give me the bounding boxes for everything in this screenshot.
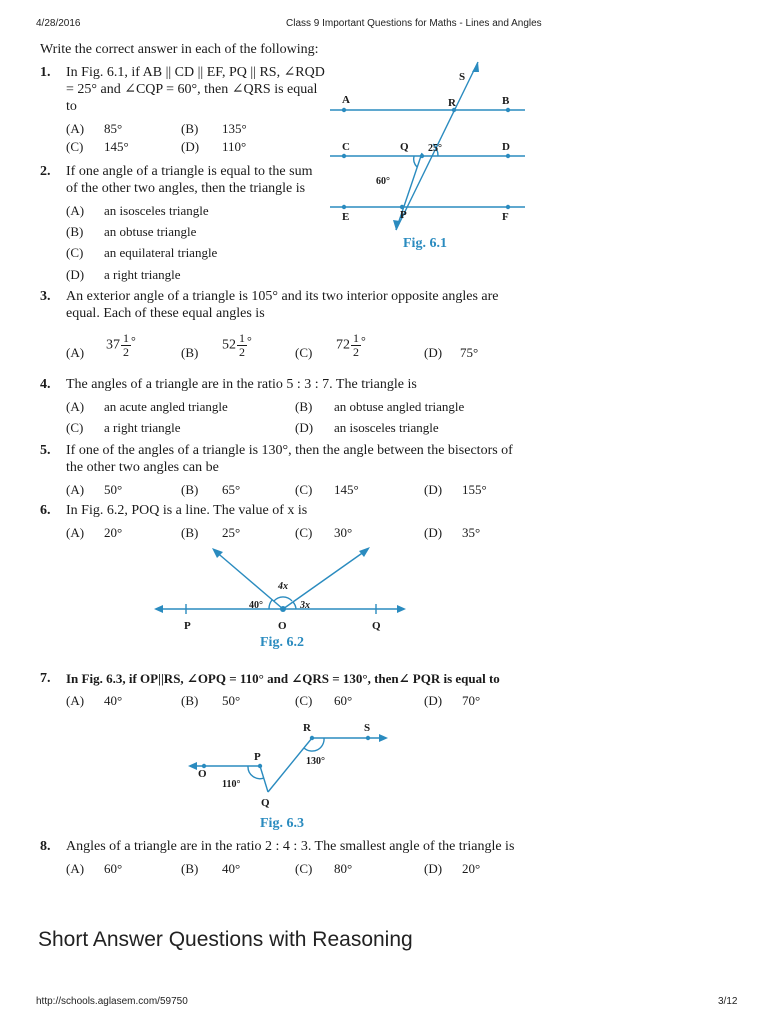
q3-opt-b: 52 $\frac{1}{2}$ °: [222, 331, 252, 359]
q2-opt-d: a right triangle: [104, 267, 181, 282]
q7-opt-b-tag: (B): [181, 693, 199, 708]
q6-opt-d-tag: (D): [424, 525, 443, 540]
q6-opt-b: 25°: [222, 525, 241, 540]
q3-opt-c: 72 $\frac{1}{2}$ °: [336, 331, 366, 359]
print-date: 4/28/2016: [36, 18, 81, 29]
q4-opt-d-tag: (D): [295, 420, 314, 435]
fig63-caption: Fig. 6.3: [260, 816, 304, 831]
q1-line3: to: [66, 99, 77, 114]
q1-opt-a-tag: (A): [66, 121, 85, 136]
q4-opt-a-tag: (A): [66, 399, 85, 414]
q8-opt-d-tag: (D): [424, 861, 443, 876]
fig61-angle-60: 60°: [376, 176, 390, 187]
fig62-angle-40: 40°: [249, 600, 263, 611]
q2-line1: If one angle of a triangle is equal to the sum: [66, 164, 313, 179]
q8-opt-a-tag: (A): [66, 861, 85, 876]
q2-opt-b-tag: (B): [66, 224, 84, 239]
fig61-label-a: A: [342, 94, 350, 106]
q8-opt-c: 80°: [334, 861, 353, 876]
fig62-label-q: Q: [372, 620, 381, 632]
q5-opt-b-tag: (B): [181, 482, 199, 497]
q8-opt-d: 20°: [462, 861, 481, 876]
q7-opt-b: 50°: [222, 693, 241, 708]
q3-opt-a-tag: (A): [66, 345, 85, 360]
q1-number: 1.: [40, 65, 51, 80]
q2-opt-a-tag: (A): [66, 203, 85, 218]
fig63-label-s: S: [364, 722, 371, 734]
q8-opt-a: 60°: [104, 861, 123, 876]
fig63-label-q: Q: [261, 797, 270, 809]
q7-opt-a-tag: (A): [66, 693, 85, 708]
q7-opt-c: 60°: [334, 693, 353, 708]
fig61-caption: Fig. 6.1: [403, 236, 447, 251]
footer-url[interactable]: http://schools.aglasem.com/59750: [36, 996, 188, 1007]
q6-opt-a-tag: (A): [66, 525, 85, 540]
fig63-angle-130: 130°: [306, 756, 325, 767]
q3-opt-b-tag: (B): [181, 345, 199, 360]
fig63-label-o: O: [198, 768, 207, 780]
q3-number: 3.: [40, 289, 51, 304]
q3-line1: An exterior angle of a triangle is 105° and its two interior opposite angles are: [66, 289, 499, 304]
print-title: Class 9 Important Questions for Maths - Lines and Angles: [286, 18, 542, 29]
fig61-label-r: R: [448, 97, 456, 109]
q4-number: 4.: [40, 377, 51, 392]
fig62-angle-4x: 4x: [278, 581, 288, 592]
fig61-label-e: E: [342, 211, 350, 223]
q1-opt-b-tag: (B): [181, 121, 199, 136]
q2-opt-a: an isosceles triangle: [104, 203, 209, 218]
q2-opt-d-tag: (D): [66, 267, 85, 282]
fig62-label-p: P: [184, 620, 191, 632]
fig61-angle-25: 25°: [428, 143, 442, 154]
q6-number: 6.: [40, 503, 51, 518]
section-heading: Short Answer Questions with Reasoning: [38, 928, 413, 951]
q7-number: 7.: [40, 671, 51, 686]
q4-opt-b: an obtuse angled triangle: [334, 399, 465, 414]
fig61-label-p: P: [400, 209, 407, 221]
q2-number: 2.: [40, 164, 51, 179]
fig62-caption: Fig. 6.2: [260, 635, 304, 650]
fig61-label-b: B: [502, 95, 510, 107]
page-number: 3/12: [718, 996, 738, 1007]
q5-line1: If one of the angles of a triangle is 130°, then the angle between the bisectors of: [66, 443, 513, 458]
q3-line2: equal. Each of these equal angles is: [66, 306, 265, 321]
q6-opt-c-tag: (C): [295, 525, 313, 540]
instruction: Write the correct answer in each of the following:: [40, 42, 319, 57]
q6-opt-d: 35°: [462, 525, 481, 540]
fig62-angle-3x: 3x: [300, 600, 310, 611]
fig61-label-s: S: [459, 71, 466, 83]
q2-opt-c: an equilateral triangle: [104, 245, 218, 260]
q4-opt-d: an isosceles triangle: [334, 420, 439, 435]
q5-line2: the other two angles can be: [66, 460, 219, 475]
q7-opt-c-tag: (C): [295, 693, 313, 708]
fig61-label-d: D: [502, 141, 510, 153]
q5-number: 5.: [40, 443, 51, 458]
figure-6-3: [186, 716, 416, 812]
q3-opt-d: 75°: [460, 345, 479, 360]
q8-number: 8.: [40, 839, 51, 854]
q3-opt-d-tag: (D): [424, 345, 443, 360]
q8-opt-b: 40°: [222, 861, 241, 876]
q6-line1: In Fig. 6.2, POQ is a line. The value of x is: [66, 503, 308, 518]
q7-opt-d-tag: (D): [424, 693, 443, 708]
q1-opt-a: 85°: [104, 121, 123, 136]
q1-opt-d-tag: (D): [181, 139, 200, 154]
q4-opt-c: a right triangle: [104, 420, 181, 435]
q7-opt-d: 70°: [462, 693, 481, 708]
q8-opt-b-tag: (B): [181, 861, 199, 876]
q2-opt-b: an obtuse triangle: [104, 224, 197, 239]
q8-opt-c-tag: (C): [295, 861, 313, 876]
q5-opt-c-tag: (C): [295, 482, 313, 497]
q2-opt-c-tag: (C): [66, 245, 84, 260]
q1-opt-d: 110°: [222, 139, 247, 154]
q3-opt-c-tag: (C): [295, 345, 313, 360]
q1-line1: In Fig. 6.1, if AB || CD || EF, PQ || RS, ∠RQD: [66, 65, 325, 80]
q5-opt-a: 50°: [104, 482, 123, 497]
figure-6-2: [150, 540, 410, 632]
q6-opt-a: 20°: [104, 525, 123, 540]
q6-opt-c: 30°: [334, 525, 353, 540]
q2-line2: of the other two angles, then the triangle is: [66, 181, 306, 196]
q5-opt-d-tag: (D): [424, 482, 443, 497]
q7-line1: In Fig. 6.3, if OP||RS, ∠OPQ = 110° and ∠QRS = 130°, then∠ PQR is equal to: [66, 671, 500, 686]
q5-opt-a-tag: (A): [66, 482, 85, 497]
fig61-label-q: Q: [400, 141, 409, 153]
q6-opt-b-tag: (B): [181, 525, 199, 540]
fig63-label-r: R: [303, 722, 311, 734]
q4-opt-c-tag: (C): [66, 420, 84, 435]
q7-opt-a: 40°: [104, 693, 123, 708]
figure-6-1: [320, 60, 540, 260]
q1-opt-c: 145°: [104, 139, 129, 154]
q4-opt-a: an acute angled triangle: [104, 399, 228, 414]
fig61-label-c: C: [342, 141, 350, 153]
q3-opt-a: 37 $\frac{1}{2}$ °: [106, 331, 136, 359]
fig63-angle-110: 110°: [222, 779, 241, 790]
q4-line1: The angles of a triangle are in the ratio 5 : 3 : 7. The triangle is: [66, 377, 417, 392]
q1-opt-b: 135°: [222, 121, 247, 136]
q8-line1: Angles of a triangle are in the ratio 2 : 4 : 3. The smallest angle of the triangle is: [66, 839, 515, 854]
q4-opt-b-tag: (B): [295, 399, 313, 414]
q5-opt-c: 145°: [334, 482, 359, 497]
fig63-label-p: P: [254, 751, 261, 763]
q1-opt-c-tag: (C): [66, 139, 84, 154]
q5-opt-d: 155°: [462, 482, 487, 497]
fig62-label-o: O: [278, 620, 287, 632]
q5-opt-b: 65°: [222, 482, 241, 497]
q1-line2: = 25° and ∠CQP = 60°, then ∠QRS is equal: [66, 82, 318, 97]
fig61-label-f: F: [502, 211, 509, 223]
